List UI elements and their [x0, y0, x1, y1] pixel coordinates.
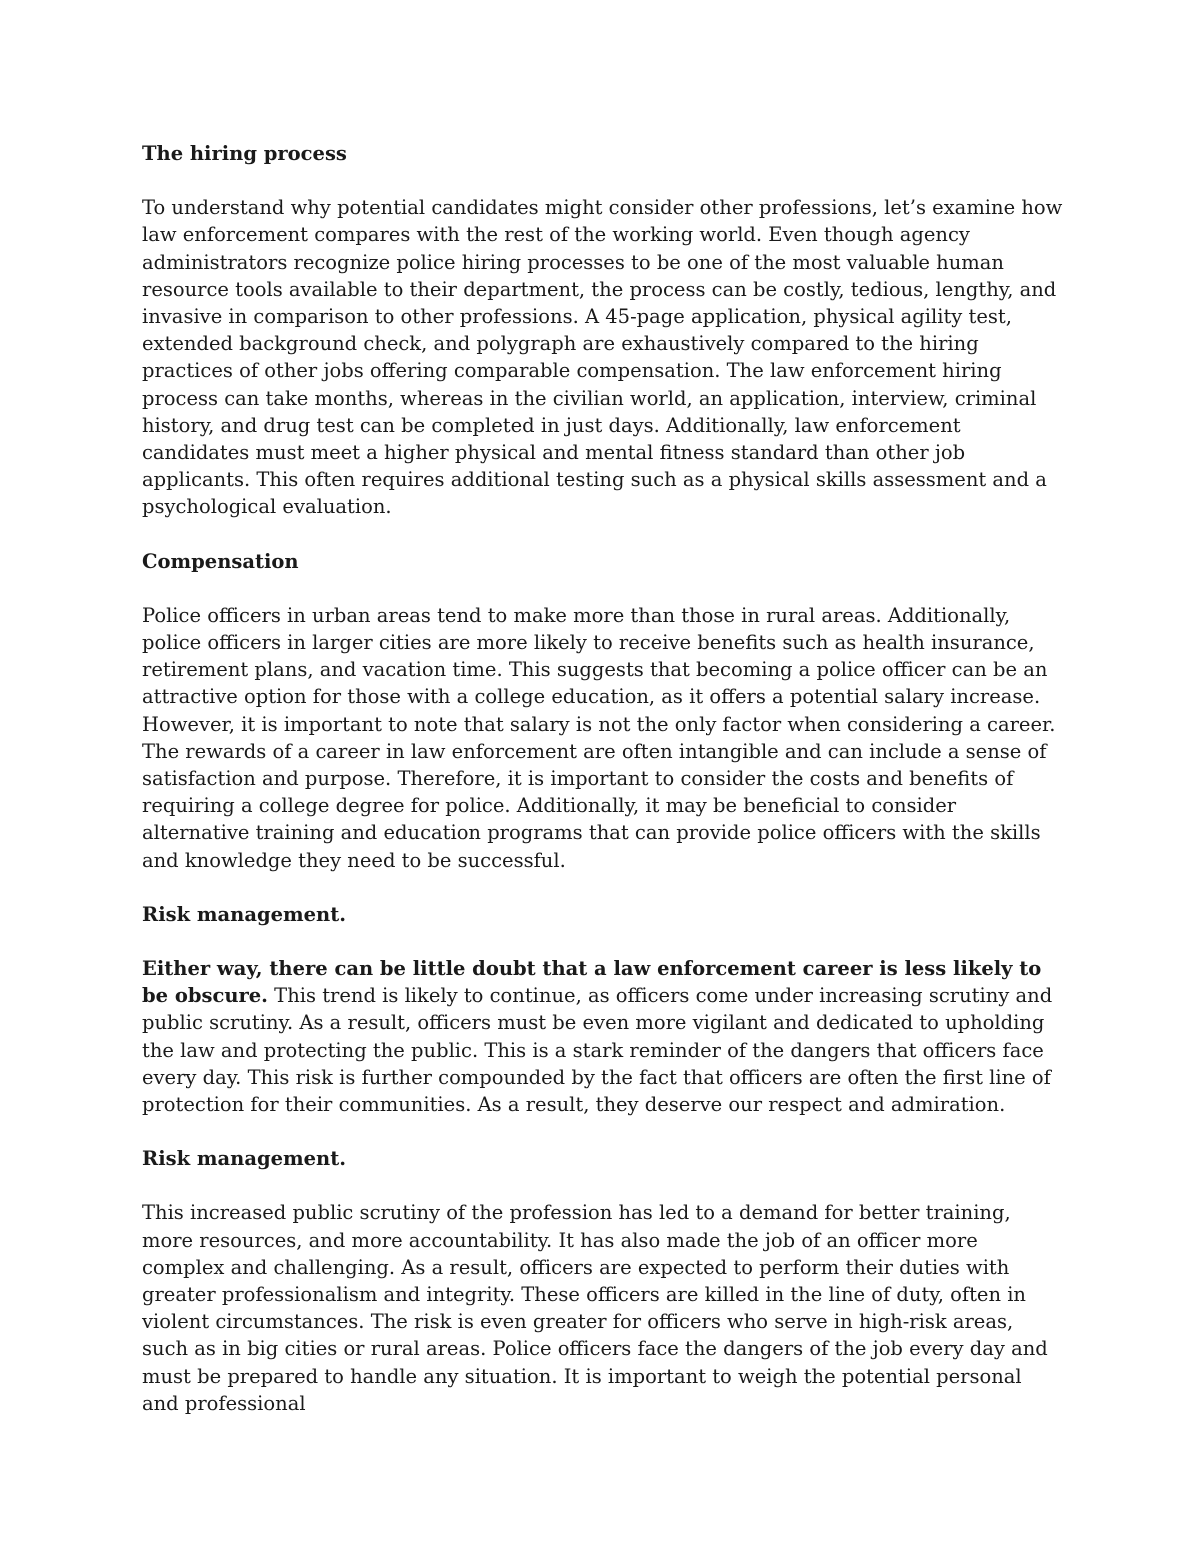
- document-body: [142, 140, 1064, 1444]
- paragraph-body-text: This trend is likely to continue, as officers come under increasing scrutiny and public scrutiny. As a result, officers must be even more vigilant and dedicated to upholding the law and protecting the public. This is a stark reminder of the dangers that officers face every day. This risk is further compounded by the fact that officers are often the first line of protection for their communities. As a result, they deserve our respect and admiration.: [142, 984, 1053, 1117]
- paragraph-risk-management-1: [142, 955, 1064, 1118]
- paragraph-hiring-process: To understand why potential candidates might consider other professions, let’s examine how law enforcement compares with the rest of the working world. Even though agency administrators recognize police hiring processes to be one of the most valuable human resource tools available to their department, the process can be costly, tedious, lengthy, and invasive in comparison to other professions. A 45-page application, physical agility test, extended background check, and polygraph are exhaustively compared to the hiring practices of other jobs offering comparable compensation. The law enforcement hiring process can take months, whereas in the civilian world, an application, interview, criminal history, and drug test can be completed in just days. Additionally, law enforcement candidates must meet a higher physical and mental fitness standard than other job applicants. This often requires additional testing such as a physical skills assessment and a psychological evaluation.: [142, 196, 1063, 519]
- paragraph-risk-management-2: This increased public scrutiny of the profession has led to a demand for better training, more resources, and more accountability. It has also made the job of an officer more complex and challenging. As a result, officers are expected to perform their duties with greater professionalism and integrity. These officers are killed in the line of duty, often in violent circumstances. The risk is even greater for officers who serve in high-risk areas, such as in big cities or rural areas. Police officers face the dangers of the job every day and must be prepared to handle any situation. It is important to weigh the potential personal and professional: [142, 1201, 1048, 1415]
- section-heading-compensation: Compensation: [142, 549, 299, 573]
- section-heading-risk-management-2: Risk management.: [142, 1147, 347, 1171]
- section-heading-hiring-process: The hiring process: [142, 142, 347, 165]
- paragraph-lead-bold-text: Either way, there can be little doubt that a law enforcement career is less likely to be obscure.: [142, 957, 1042, 1008]
- section-heading-risk-management-1: Risk management.: [142, 902, 347, 926]
- paragraph-compensation: Police officers in urban areas tend to make more than those in rural areas. Additionally, police officers in larger cities are more likely to receive benefits such as health insurance, retirement plans, and vacation time. This suggests that becoming a police officer can be an attractive option for those with a college education, as it offers a potential salary increase. However, it is important to note that salary is not the only factor when considering a career. The rewards of a career in law enforcement are often intangible and can include a sense of satisfaction and purpose. Therefore, it is important to consider the costs and benefits of requiring a college degree for police. Additionally, it may be beneficial to consider alternative training and education programs that can provide police officers with the skills and knowledge they need to be successful.: [142, 603, 1056, 872]
